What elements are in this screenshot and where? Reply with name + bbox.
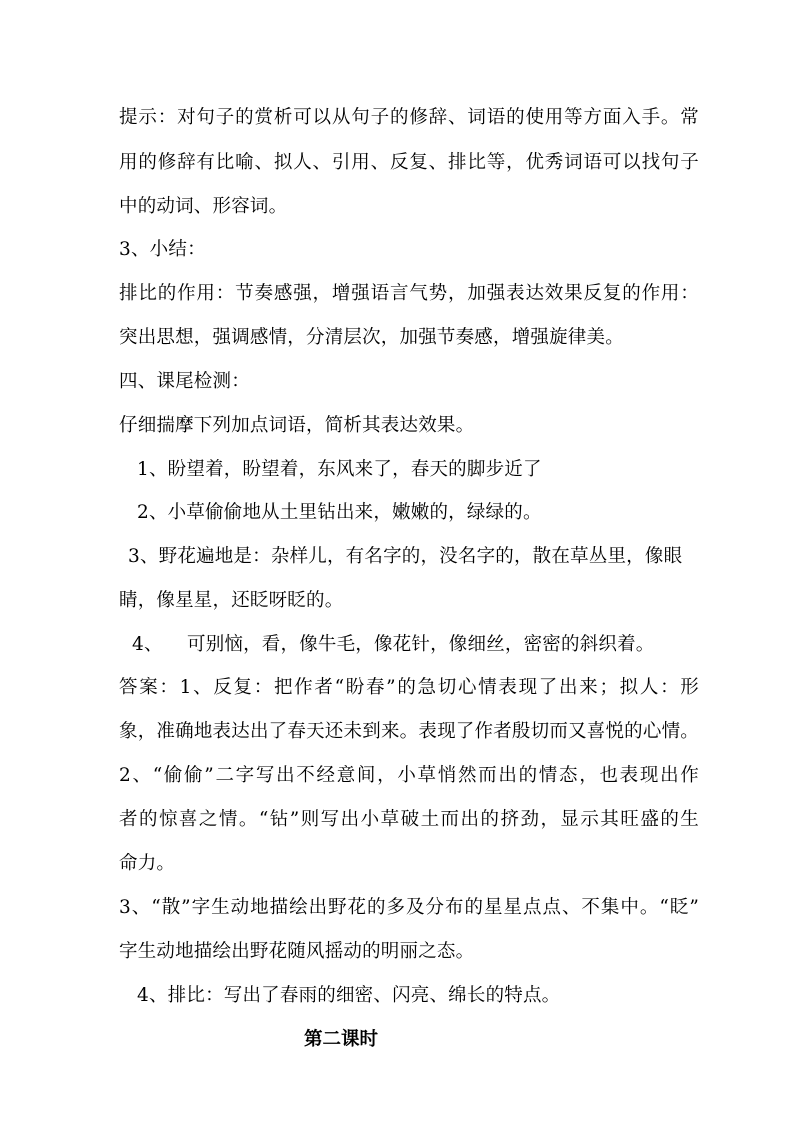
text-line-summary-title: 3、小结： (119, 239, 206, 260)
text-line-hint-3: 中的动词、形容词。 (119, 196, 288, 217)
text-line-answer-2b: 者的惊喜之情。“钻”则写出小草破土而出的挤劲，显示其旺盛的生 (119, 809, 699, 830)
text-line-question-1: 1、盼望着，盼望着，东风来了，春天的脚步近了 (137, 459, 542, 480)
text-line-answer-4: 4、排比：写出了春雨的细密、闪亮、绵长的特点。 (137, 985, 561, 1006)
text-line-question-2: 2、小草偷偷地从土里钻出来，嫩嫩的，绿绿的。 (137, 502, 542, 523)
text-line-answer-3b: 字生动地描绘出野花随风摇动的明丽之态。 (119, 941, 475, 962)
text-line-summary-2: 突出思想，强调感情，分清层次，加强节奏感，增强旋律美。 (119, 327, 624, 348)
text-line-answer-1a: 答案：1、反复：把作者“盼春”的急切心情表现了出来；拟人：形 (119, 677, 699, 698)
text-line-hint-1: 提示：对句子的赏析可以从句子的修辞、词语的使用等方面入手。常 (119, 107, 699, 128)
text-line-answer-2c: 命力。 (119, 853, 176, 874)
text-line-question-3a: 3、野花遍地是：杂样儿，有名字的，没名字的，散在草丛里，像眼 (128, 546, 683, 567)
text-line-question-3b: 睛，像星星，还眨呀眨的。 (119, 590, 344, 611)
section-heading: 第二课时 (304, 1029, 379, 1050)
text-line-section-title: 四、课尾检测： (119, 371, 250, 392)
text-line-question-4: 4、 可别恼，看，像牛毛，像花针，像细丝，密密的斜织着。 (132, 634, 655, 655)
text-line-answer-1b: 象，准确地表达出了春天还未到来。表现了作者殷切而又喜悦的心情。 (119, 721, 699, 742)
text-line-summary-1: 排比的作用：节奏感强，增强语言气势，加强表达效果反复的作用： (119, 283, 699, 304)
text-line-answer-2a: 2、“偷偷”二字写出不经意间，小草悄然而出的情态，也表现出作 (119, 765, 699, 786)
text-line-answer-3a: 3、“散”字生动地描绘出野花的多及分布的星星点点、不集中。“眨” (119, 897, 699, 918)
text-line-instruction: 仔细揣摩下列加点词语，简析其表达效果。 (119, 415, 475, 436)
text-line-hint-2: 用的修辞有比喻、拟人、引用、反复、排比等，优秀词语可以找句子 (119, 152, 699, 173)
